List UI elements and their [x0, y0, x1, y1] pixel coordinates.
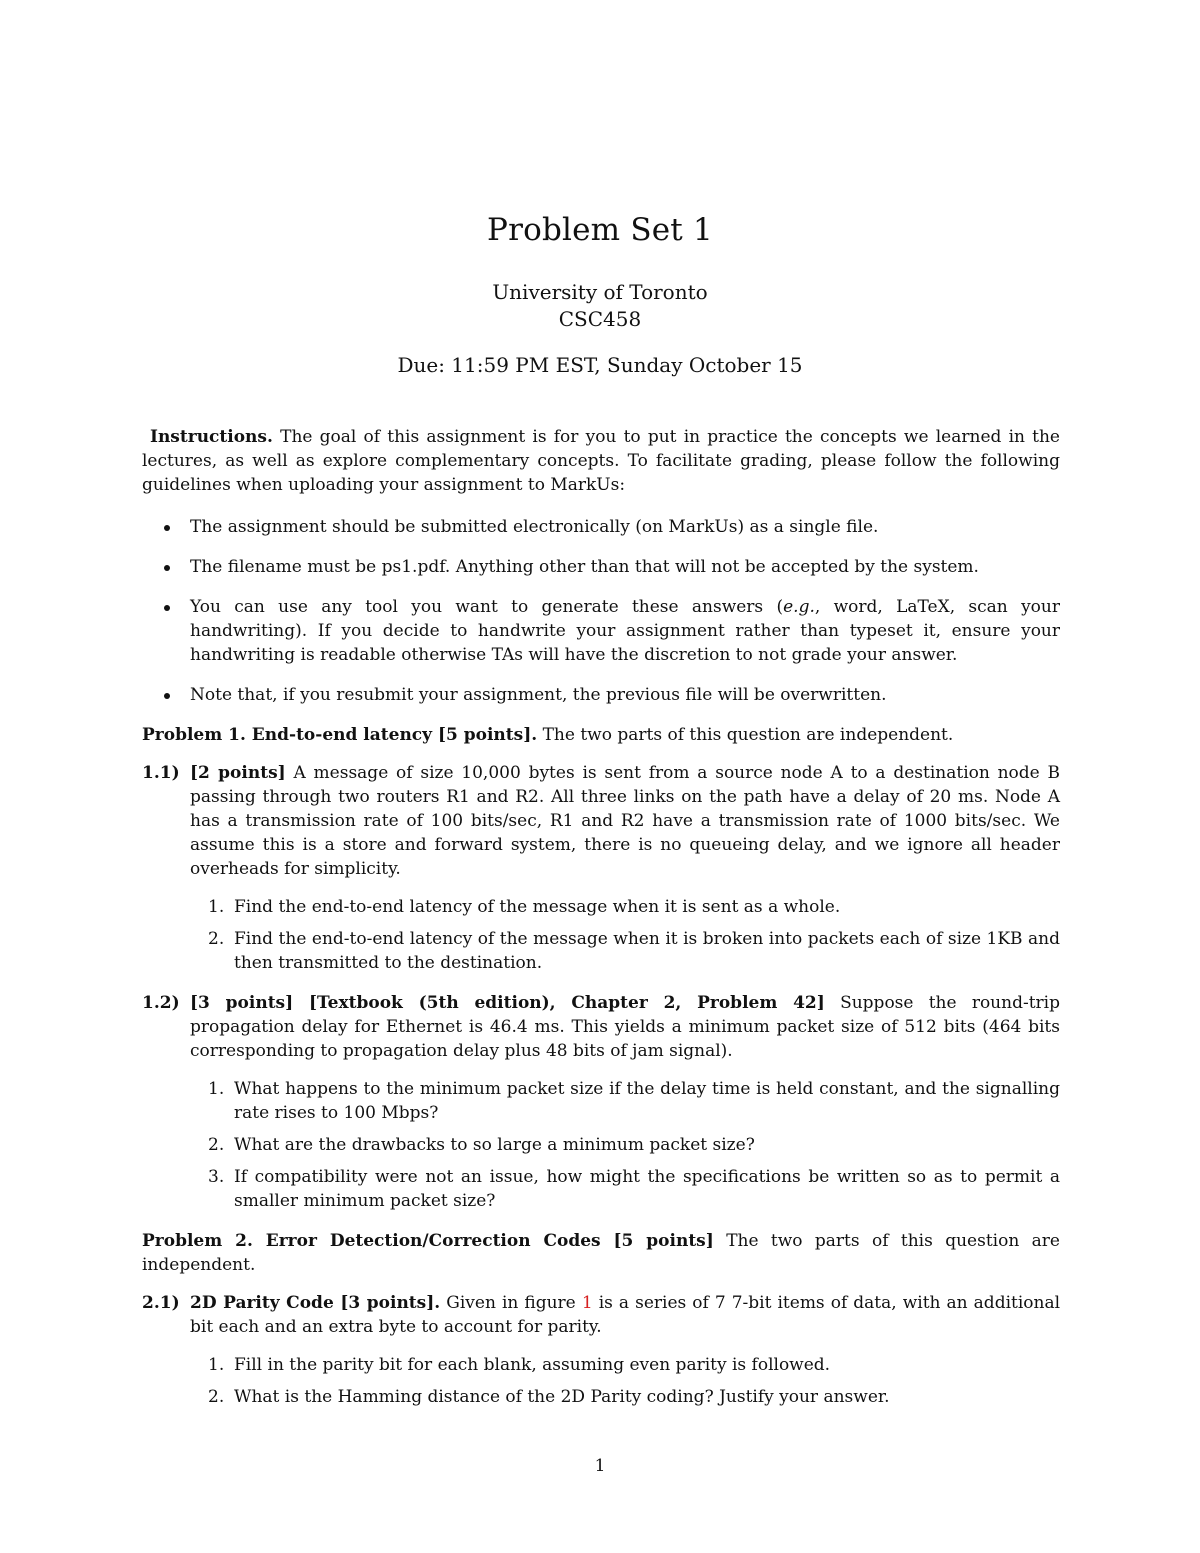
- course-code: CSC458: [558, 307, 642, 331]
- points-label: [3 points] [Textbook (5th edition), Chapter 2, Problem 42]: [190, 993, 825, 1013]
- list-item: 2. What is the Hamming distance of the 2D Parity coding? Justify your answer.: [208, 1387, 890, 1407]
- university-name: University of Toronto: [492, 280, 708, 304]
- figure-reference-link[interactable]: 1: [581, 1293, 593, 1313]
- list-item: Note that, if you resubmit your assignment, the previous file will be overwritten.: [190, 683, 1060, 707]
- page-number: 1: [594, 1456, 606, 1476]
- bullet-icon: [164, 605, 170, 611]
- instructions-paragraph: [142, 425, 1060, 497]
- points-label: [2 points]: [190, 763, 286, 783]
- problem-1-1: 1.1) [2 points] A message of size 10,000 bytes is sent from a source node A to a destination node B passing through two routers R1 and R2. All three links on the path have a delay of 20 ms. Node A has a transmission rate of 100 bits/sec, R1 and R2 have a transmission rate of 1000 bits/sec. We assume this is a store and forward system, there is no queueing delay, and we ignore all header overheads for simplicity.: [142, 763, 1061, 879]
- list-item: 1. Fill in the parity bit for each blank, assuming even parity is followed.: [208, 1355, 831, 1375]
- bullet-icon: [164, 565, 170, 571]
- subproblem-number: 2.1): [142, 1293, 180, 1313]
- instructions-label: Instructions.: [150, 427, 273, 447]
- problem-2-1: 2.1) 2D Parity Code [3 points]. Given in figure 1 is a series of 7 7-bit items of data, with an additional bit each and an extra byte to account for parity.: [142, 1293, 1061, 1337]
- list-item: 3. If compatibility were not an issue, how might the specifications be written so as to permit a smaller minimum packet size?: [208, 1167, 1060, 1211]
- due-date: Due: 11:59 PM EST, Sunday October 15: [397, 353, 803, 377]
- instructions-list: [142, 515, 1060, 707]
- page-title: Problem Set 1: [487, 212, 713, 248]
- subproblem-number: 1.2): [142, 993, 180, 1013]
- points-label: 2D Parity Code [3 points].: [190, 1293, 441, 1313]
- list-item: 1. Find the end-to-end latency of the message when it is sent as a whole.: [208, 897, 841, 917]
- problem-1-2-items: [142, 1077, 1060, 1213]
- problem-2-heading: Problem 2. Error Detection/Correction Codes [5 points] The two parts of this question are independent.: [142, 1231, 1060, 1275]
- problem-1-heading: Problem 1. End-to-end latency [5 points]. The two parts of this question are independent.: [142, 725, 954, 745]
- problem-2-1-items: [142, 1353, 1060, 1409]
- document-body: [142, 425, 1060, 1425]
- bullet-icon: [164, 693, 170, 699]
- bullet-icon: [164, 525, 170, 531]
- list-item: You can use any tool you want to generate these answers (e.g., word, LaTeX, scan your handwriting). If you decide to handwrite your assignment rather than typeset it, ensure your handwriting is readable otherwise TAs will have the discretion to not grade your answer.: [190, 595, 1060, 667]
- list-item: 2. What are the drawbacks to so large a minimum packet size?: [208, 1135, 755, 1155]
- list-item: The filename must be ps1.pdf. Anything other than that will not be accepted by the system.: [190, 555, 1060, 579]
- list-item: 2. Find the end-to-end latency of the message when it is broken into packets each of size 1KB and then transmitted to the destination.: [208, 929, 1060, 973]
- list-item: The assignment should be submitted electronically (on MarkUs) as a single file.: [190, 515, 1060, 539]
- subproblem-number: 1.1): [142, 763, 180, 783]
- problem-1-1-items: [142, 895, 1060, 975]
- list-item: 1. What happens to the minimum packet size if the delay time is held constant, and the signalling rate rises to 100 Mbps?: [208, 1079, 1060, 1123]
- problem-1-2: 1.2) [3 points] [Textbook (5th edition), Chapter 2, Problem 42] Suppose the round-trip propagation delay for Ethernet is 46.4 ms. This yields a minimum packet size of 512 bits (464 bits corresponding to propagation delay plus 48 bits of jam signal).: [142, 993, 1060, 1061]
- instructions-text: The goal of this assignment is for you to put in practice the concepts we learned in the lectures, as well as explore complementary concepts. To facilitate grading, please follow the following guidelines when uploading your assignment to MarkUs:: [142, 427, 1060, 495]
